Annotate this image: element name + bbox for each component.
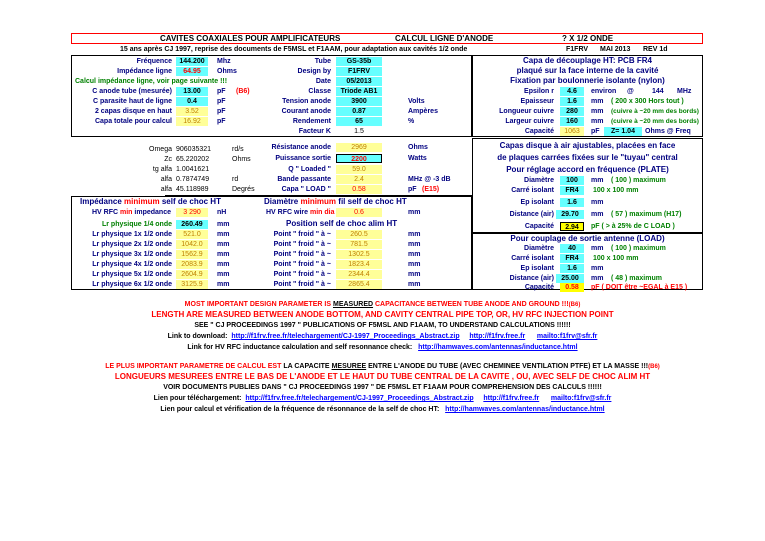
alfa2-label: alfa <box>160 186 172 193</box>
note-en-3: SEE " CJ PROCEEDINGS 1997 " PUBLICATIONS OF F5MSL AND F1AAM, TO UNDERSTAND CALCULATIONS !!!!!! <box>194 322 571 329</box>
note-fr-5: Lien pour calcul et vérification de la fréquence de résonnance de la self de choc HT: http://hamwaves.com/antennas/inductance.html <box>160 406 605 413</box>
capa-load-value: 0.58 <box>336 185 382 194</box>
pui-unit: Watts <box>408 155 427 162</box>
point-label: Point " froid " à ~ <box>273 261 331 268</box>
link-mail-en[interactable]: mailto:f1frv@sfr.fr <box>536 333 598 340</box>
point-unit: mm <box>408 271 421 278</box>
point-unit: mm <box>408 261 421 268</box>
larg-label: Largeur cuivre <box>505 118 554 125</box>
lr-unit: mm <box>217 231 230 238</box>
pui-label: Puissance sortie <box>275 155 331 162</box>
cap-label: Capacité <box>524 128 554 135</box>
tg-value: 1.0041621 <box>176 166 210 173</box>
long-note: (cuivre à ~20 mm des bords) <box>611 108 699 115</box>
lr-unit: mm <box>217 241 230 248</box>
larg-value[interactable]: 160 <box>560 117 584 126</box>
cap2-label: 2 capas disque en haut <box>94 108 172 115</box>
rend-label: Rendement <box>292 118 331 125</box>
res-unit: Ohms <box>408 144 428 151</box>
title-calc: CALCUL LIGNE D'ANODE <box>395 34 494 43</box>
eps-value[interactable]: 4.6 <box>560 87 584 96</box>
link-mail-fr[interactable]: mailto:f1frv@sfr.fr <box>550 395 612 402</box>
capa1-label: Capacité <box>524 223 554 230</box>
decoupling-heading-1: Capa de découplage HT: PCB FR4 <box>523 56 652 65</box>
c-anode-unit: pF <box>217 88 226 95</box>
lr-label: Lr physique 1/4 onde <box>101 221 172 228</box>
eps-label: Epsilon r <box>524 88 554 95</box>
lr-label: Lr physique 3x 1/2 onde <box>92 251 172 258</box>
long-value[interactable]: 280 <box>560 107 584 116</box>
lr-unit: mm <box>217 271 230 278</box>
capa2-note: pF ( DOIT être ~EGAL à E15 ) <box>591 284 688 291</box>
e2-unit: mm <box>591 265 604 272</box>
capa1-value: 2.94 <box>560 222 584 231</box>
point-label: Point " froid " à ~ <box>273 251 331 258</box>
point-label: Point " froid " à ~ <box>273 231 331 238</box>
capa2-label: Capacité <box>524 284 554 291</box>
d1-unit: mm <box>591 177 604 184</box>
decoupling-heading-3: Fixation par boulonnerie isolante (nylon) <box>510 76 665 85</box>
zc-label: Zc <box>164 156 172 163</box>
wire-value: 0.6 <box>336 208 382 217</box>
dist1-unit: mm <box>591 211 604 218</box>
note-fr-3: VOIR DOCUMENTS PUBLIES DANS " CJ PROCEEDINGS 1997 " DE F5MSL ET F1AAM POUR COMPREHENSION DES CALCULS !!!!!! <box>163 384 602 391</box>
lr-unit: mm <box>217 281 230 288</box>
wire-unit: mm <box>408 209 421 216</box>
point-unit: mm <box>408 241 421 248</box>
lr-label: Lr physique 6x 1/2 onde <box>92 281 172 288</box>
e2-label: Ep isolant <box>520 265 554 272</box>
cap2-unit: pF <box>217 108 226 115</box>
lr-value: 1562.9 <box>176 250 208 259</box>
d1-label: Diamètre <box>524 177 554 184</box>
c-anode-value[interactable]: 13.00 <box>176 87 208 96</box>
larg-unit: mm <box>591 118 604 125</box>
pui-value[interactable]: 2200 <box>336 154 382 163</box>
point-unit: mm <box>408 251 421 258</box>
class-value[interactable]: Triode AB1 <box>336 87 382 96</box>
e1-value[interactable]: 1.6 <box>560 198 584 207</box>
tg-label: tg alfa <box>152 166 172 173</box>
note-en-2: LENGTH ARE MEASURED BETWEEN ANODE BOTTOM, AND CAVITY CENTRAL PIPE TOP, OR, HV RFC INJECTION POINT <box>151 310 614 319</box>
capa2-value: 0.58 <box>560 283 584 292</box>
dist2-label: Distance (air) <box>509 275 554 282</box>
freq-label: Fréquence <box>136 58 172 65</box>
date-label: Date <box>315 78 331 85</box>
lr-value: 3125.9 <box>176 280 208 289</box>
point-unit: mm <box>408 231 421 238</box>
design-value[interactable]: F1FRV <box>336 67 382 76</box>
lr-label: Lr physique 2x 1/2 onde <box>92 241 172 248</box>
cap-unit: pF <box>591 128 600 135</box>
omega-unit: rd/s <box>232 146 244 153</box>
d2-note: ( 100 ) maximum <box>611 245 666 252</box>
d1-value[interactable]: 100 <box>560 176 584 185</box>
bp-label: Bande passante <box>277 176 331 183</box>
design-label: Design by <box>297 68 331 75</box>
link-hamwaves-fr[interactable]: http://hamwaves.com/antennas/inductance.html <box>445 406 605 413</box>
note-fr-1: LE PLUS IMPORTANT PARAMETRE DE CALCUL EST LA CAPACITE MESUREE ENTRE L'ANODE DU TUBE (AVEC CHEMINEE VENTILATION PTFE) ET LA MASSE !!!(B6) <box>105 363 660 370</box>
alfa1-unit: rd <box>232 176 239 183</box>
ep-unit: mm <box>591 98 604 105</box>
alfa2-value: 45.118989 <box>176 186 209 193</box>
d2-value[interactable]: 40 <box>560 244 584 253</box>
c2-note: 100 x 100 mm <box>593 255 639 262</box>
q-value: 59.0 <box>336 165 382 174</box>
c1-label: Carré isolant <box>511 187 554 194</box>
class-label: Classe <box>308 88 331 95</box>
ep-note: ( 200 x 300 Hors tout ) <box>611 98 684 105</box>
freq-value[interactable]: 144.200 <box>176 57 208 66</box>
imp-unit: Ohms <box>217 68 237 75</box>
note-fr-4: Lien pour téléchargement: http://f1frv.free.fr/telechargement/CJ-1997_Proceedings_Abstract.zip http://f1frv.free.fr mailto:f1frv@sfr.fr <box>153 395 612 402</box>
c-par-label: C parasite haut de ligne <box>93 98 172 105</box>
hv-rfc-unit: nH <box>217 209 227 216</box>
cap-value: 1063 <box>560 127 584 136</box>
hv-rfc-value: 3 290 <box>176 208 208 217</box>
lr-unit: mm <box>217 261 230 268</box>
res-value: 2969 <box>336 143 382 152</box>
alfa2-unit: Degrés <box>232 186 255 193</box>
omega-value: 906035321 <box>176 146 212 153</box>
disk-heading-2: de plaques carrées fixées sur le "tuyau" central <box>497 153 678 162</box>
lr-value: 1042.0 <box>176 240 208 249</box>
tube-value[interactable]: GS-35b <box>336 57 382 66</box>
q-label: Q " Loaded " <box>288 166 331 173</box>
eps-freq: 144 <box>652 88 664 95</box>
tube-label: Tube <box>314 58 331 65</box>
c2-label: Carré isolant <box>511 255 554 262</box>
e1-unit: mm <box>591 199 604 206</box>
eps-at: @ <box>627 88 634 95</box>
wire-label: HV RFC wire min dia <box>266 209 335 216</box>
note-en-4: Link to download: http://f1frv.free.fr/telechargement/CJ-1997_Proceedings_Abstract.zip http://f1frv.free.fr mailto:f1frv@sfr.fr <box>167 333 598 340</box>
dist2-unit: mm <box>591 275 604 282</box>
decoupling-heading-2: plaqué sur la face interne de la cavité <box>516 66 659 75</box>
note-en-5: Link for HV RFC inductance calculation and self resonnance check: http://hamwaves.com/antennas/inductance.html <box>187 344 578 351</box>
link-proceedings-fr[interactable]: http://f1frv.free.fr/telechargement/CJ-1997_Proceedings_Abstract.zip <box>245 395 474 402</box>
point-value: 781.5 <box>336 240 382 249</box>
hv-rfc-label: HV RFC min impedance <box>92 209 171 216</box>
c-par-value[interactable]: 0.4 <box>176 97 208 106</box>
dist2-note: ( 48 ) maximum <box>611 275 662 282</box>
facteur-label: Facteur K <box>298 128 331 135</box>
rend-value[interactable]: 65 <box>336 117 382 126</box>
zc-unit: Ohms <box>232 156 251 163</box>
tension-value[interactable]: 3900 <box>336 97 382 106</box>
c1-value[interactable]: FR4 <box>560 186 584 195</box>
long-unit: mm <box>591 108 604 115</box>
lr-unit: mm <box>217 251 230 258</box>
c2-value[interactable]: FR4 <box>560 254 584 263</box>
point-unit: mm <box>408 281 421 288</box>
c1-note: 100 x 100 mm <box>593 187 639 194</box>
d2-label: Diamètre <box>524 245 554 252</box>
link-site-fr[interactable]: http://f1frv.free.fr <box>483 395 540 402</box>
rend-unit: % <box>408 118 415 125</box>
point-value: 1302.5 <box>336 250 382 259</box>
calc-note: Calcul impédance ligne, voir page suivante !!! <box>75 78 228 85</box>
note-fr-2: LONGUEURS MESUREES ENTRE LE BAS DE L'ANODE ET LE HAUT DU TUBE CENTRAL DE LA CAVITE , OU, AVEC SELF DE CHOC ALIM HT <box>114 372 651 381</box>
facteur-value: 1.5 <box>354 128 364 135</box>
point-value: 2344.4 <box>336 270 382 279</box>
capa-load-label: Capa " LOAD " <box>281 186 331 193</box>
lr-value: 2604.9 <box>176 270 208 279</box>
c-anode-ref: (B6) <box>236 88 250 95</box>
subtitle: 15 ans après CJ 1997, reprise des documents de F5MSL et F1AAM, pour adaptation aux cavités 1/2 onde <box>120 46 468 53</box>
d2-unit: mm <box>591 245 604 252</box>
lr-value: 521.0 <box>176 230 208 239</box>
imp-value[interactable]: 64.95 <box>176 67 208 76</box>
disk-heading-1: Capas disque à air ajustables, placées en face <box>499 141 676 150</box>
bp-unit: MHz @ -3 dB <box>408 176 451 183</box>
revision: REV 1d <box>643 46 668 53</box>
capa-load-ref: (E15) <box>422 186 440 193</box>
point-value: 2865.4 <box>336 280 382 289</box>
lr-value: 2083.9 <box>176 260 208 269</box>
zc-value: 65.220202 <box>176 156 210 163</box>
choke-diam-heading: Diamètre minimum fil self de choc HT <box>264 197 407 206</box>
point-label: Point " froid " à ~ <box>273 241 331 248</box>
point-label: Point " froid " à ~ <box>273 271 331 278</box>
ep-value[interactable]: 1.6 <box>560 97 584 106</box>
alfa1-label: alfa <box>160 176 172 183</box>
eps-note: environ <box>591 88 617 95</box>
tension-unit: Volts <box>408 98 425 105</box>
res-label: Résistance anode <box>271 144 331 151</box>
imp-label: Impédance ligne <box>117 68 172 75</box>
disk-heading-3: Pour réglage accord en fréquence (PLATE) <box>506 165 669 174</box>
date-value[interactable]: 05/2013 <box>336 77 382 86</box>
dist1-value[interactable]: 29.70 <box>556 210 584 219</box>
dist1-note: ( 57 ) maximum (H17) <box>611 211 682 218</box>
courant-value[interactable]: 0.87 <box>336 107 382 116</box>
lr-label: Lr physique 5x 1/2 onde <box>92 271 172 278</box>
larg-note: (cuivre à ~20 mm des bords) <box>611 118 699 125</box>
captot-value: 16.92 <box>176 117 208 126</box>
freq-unit: Mhz <box>217 58 231 65</box>
dist1-label: Distance (air) <box>509 211 554 218</box>
courant-unit: Ampères <box>408 108 438 115</box>
doc-date: MAI 2013 <box>600 46 631 53</box>
lr-value: 260.49 <box>176 220 208 229</box>
capa-load-unit: pF <box>408 186 417 193</box>
title-main: CAVITES COAXIALES POUR AMPLIFICATEURS <box>160 34 341 43</box>
e2-value[interactable]: 1.6 <box>560 264 584 273</box>
position-heading: Position self de choc alim HT <box>286 219 398 228</box>
alfa1-value: 0.7874749 <box>176 176 210 183</box>
lr-label: Lr physique 4x 1/2 onde <box>92 261 172 268</box>
author: F1FRV <box>566 46 589 53</box>
lr-label: Lr physique 1x 1/2 onde <box>92 231 172 238</box>
e1-label: Ep isolant <box>520 199 554 206</box>
point-value: 260.5 <box>336 230 382 239</box>
choke-imp-heading: Impédance minimum self de choc HT <box>80 197 221 206</box>
omega-label: Omega <box>149 146 172 153</box>
c-par-unit: pF <box>217 98 226 105</box>
courant-label: Courant anode <box>281 108 331 115</box>
lr-unit: mm <box>217 221 230 228</box>
c-anode-label: C anode tube (mesurée) <box>92 88 172 95</box>
captot-unit: pF <box>217 118 226 125</box>
capa1-note: pF ( > à 25% de C LOAD ) <box>591 223 675 230</box>
load-heading: Pour couplage de sortie antenne (LOAD) <box>510 234 665 243</box>
captot-label: Capa totale pour calcul <box>94 118 172 125</box>
link-proceedings-en[interactable]: http://f1frv.free.fr/telechargement/CJ-1997_Proceedings_Abstract.zip <box>231 333 460 340</box>
dist2-value[interactable]: 25.00 <box>556 274 584 283</box>
tension-label: Tension anode <box>282 98 331 105</box>
point-value: 1823.4 <box>336 260 382 269</box>
note-en-1: MOST IMPORTANT DESIGN PARAMETER IS MEASURED CAPACITANCE BETWEEN TUBE ANODE AND GROUND !!!(B6) <box>184 301 581 308</box>
d1-note: ( 100 ) maximum <box>611 177 666 184</box>
ep-label: Epaisseur <box>520 98 554 105</box>
long-label: Longueur cuivre <box>499 108 554 115</box>
point-label: Point " froid " à ~ <box>273 281 331 288</box>
cap2-value: 3.52 <box>176 107 208 116</box>
link-hamwaves-en[interactable]: http://hamwaves.com/antennas/inductance.html <box>418 344 578 351</box>
title-mode: ? X 1/2 ONDE <box>562 34 614 43</box>
cap-z2: Ohms @ Freq <box>645 128 691 135</box>
link-site-en[interactable]: http://f1frv.free.fr <box>469 333 526 340</box>
eps-unit: MHz <box>677 88 692 95</box>
bp-value: 2.4 <box>336 175 382 184</box>
cap-z: Z= 1.04 <box>604 127 642 136</box>
